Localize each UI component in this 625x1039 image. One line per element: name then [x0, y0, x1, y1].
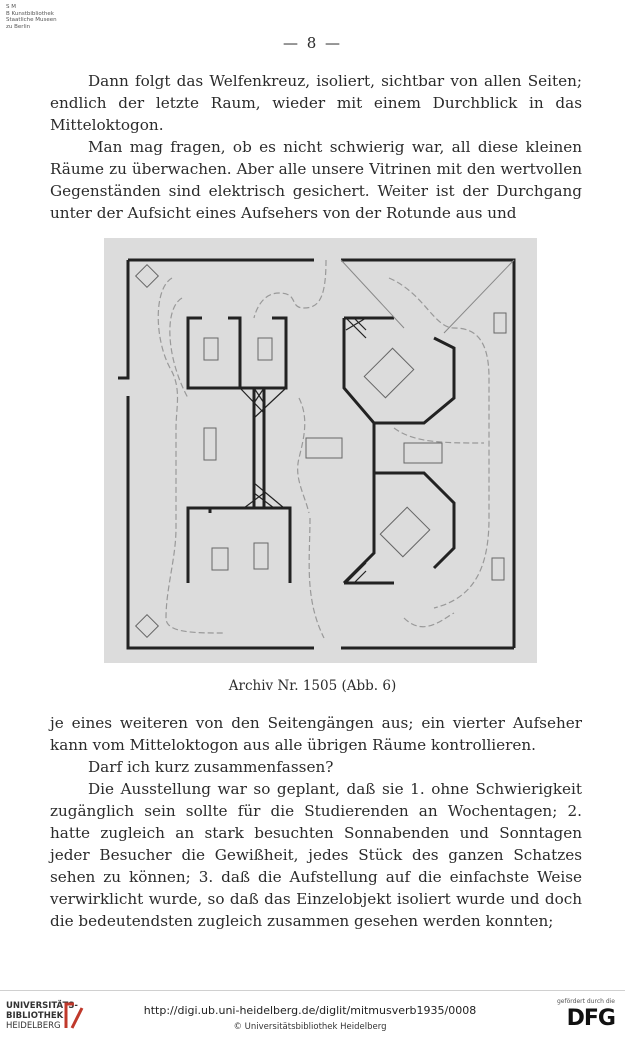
body-text-top [50, 70, 582, 224]
left-rooms-walls [188, 318, 290, 583]
permalink-url[interactable]: http://digi.ub.uni-heidelberg.de/diglit/mitmusverb1935/0008 [143, 1004, 477, 1017]
vitrines [136, 265, 506, 638]
funding-note: gefördert durch die [557, 998, 615, 1005]
corner-diagonals [341, 260, 514, 333]
paragraph: Darf ich kurz zusammenfassen? [88, 758, 334, 776]
page-number: — 8 — [282, 34, 343, 52]
footer-bar [0, 991, 625, 1039]
library-stamp [6, 4, 57, 30]
library-emblem-icon [64, 1000, 86, 1030]
paragraph: Man mag fragen, ob es nicht schwierig war, all diese kleinen Räume zu überwachen. Aber alle unsere Vitrinen mit den wertvollen Gegenständen sind elektrisch gesichert. Weiter ist der Durchgang unter der Aufsicht eines Aufsehers von der Rotunde aus und [50, 138, 582, 222]
figure-caption: Archiv Nr. 1505 (Abb. 6) [228, 678, 397, 694]
paragraph: Die Ausstellung war so geplant, daß sie 1. ohne Schwierigkeit zugänglich sein sollte für die Studierenden an Wochentagen; 2. hatte zugleich an stark besuchten Sonnabenden und Sonntagen jeder Besucher die Gewißheit, jedes Stück des ganzen Schatzes sehen zu können; 3. daß die Aufstellung auf die einfachste Weise verwirklicht wurde, so daß das Einzelobjekt isoliert wurde und doch die bedeutendsten zugleich zusammen gesehen werden konnten; [50, 780, 582, 930]
dfg-logo[interactable]: DFG [566, 1006, 615, 1031]
paragraph: Dann folgt das Welfenkreuz, isoliert, sichtbar von allen Seiten; endlich der letzte Raum, wieder mit einem Durchblick in das Mitteloktogon. [50, 72, 582, 134]
right-rooms-walls [344, 318, 454, 583]
stamp-line: S M [6, 4, 16, 10]
stamp-line: Staatliche Museen [6, 17, 57, 23]
right-hatching [344, 318, 366, 583]
stamp-line: B Kunstbibliothek [6, 10, 54, 17]
logo-line: UNIVERSITÄTS- [6, 1001, 78, 1011]
floor-plan-figure [104, 238, 537, 663]
floor-plan-drawing [104, 238, 537, 663]
visitor-path [158, 260, 489, 638]
stamp-line: zu Berlin [6, 23, 31, 30]
body-text-bottom [50, 712, 582, 932]
logo-line: HEIDELBERG [6, 1021, 61, 1031]
paragraph: je eines weiteren von den Seitengängen aus; ein vierter Aufseher kann vom Mitteloktogon aus alle übrigen Räume kontrollieren. [50, 714, 582, 754]
logo-line: BIBLIOTHEK [6, 1011, 64, 1021]
outer-walls [118, 260, 514, 648]
copyright-notice: © Universitätsbibliothek Heidelberg [233, 1022, 387, 1032]
